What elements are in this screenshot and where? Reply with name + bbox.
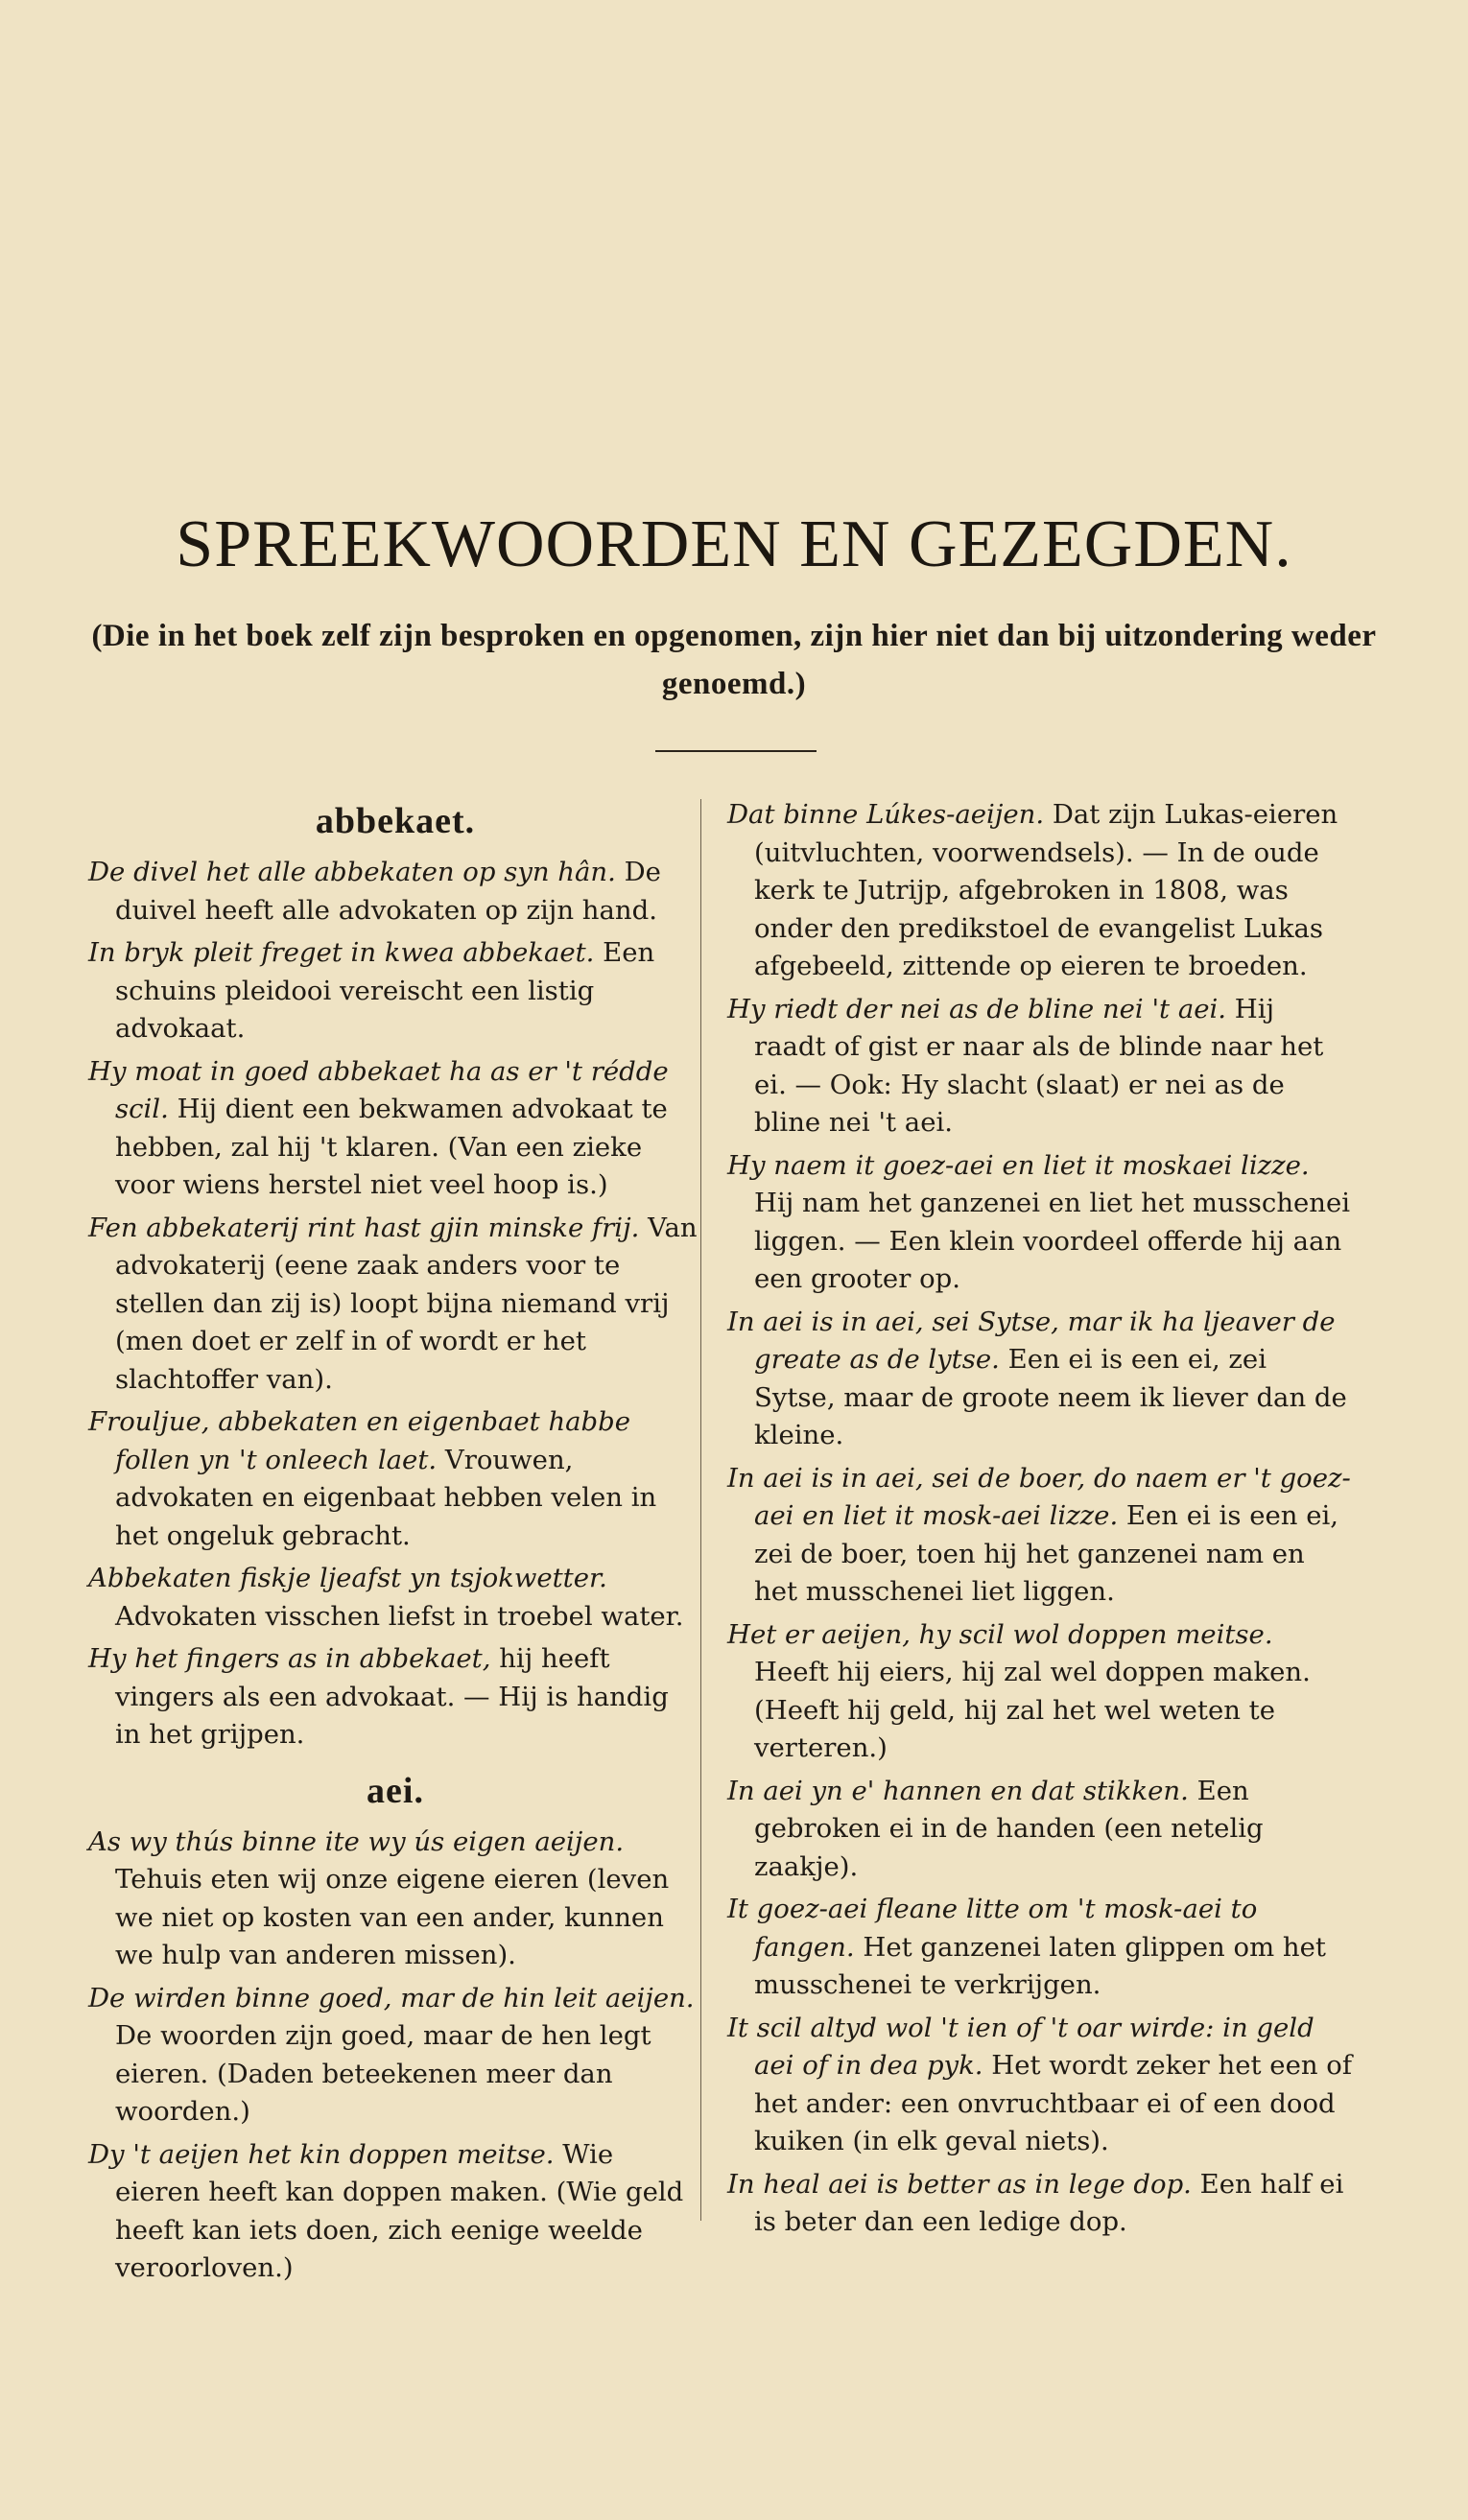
section-heading-aei: aei. [367, 1770, 424, 1811]
right-column [727, 796, 1353, 2247]
proverb-entry [727, 991, 1353, 1142]
frisian-proverb: Hy riedt der nei as de bline nei 't aei. [727, 993, 1227, 1024]
proverb-entry [88, 1210, 702, 1400]
dutch-translation: Tehuis eten wij onze eigene eieren (leven we niet op kosten van een ander, kunnen we hulp van anderen missen). [115, 1864, 670, 1970]
proverb-entry [727, 1147, 1353, 1299]
dutch-translation: De woorden zijn goed, maar de hen legt eieren. (Daden beteekenen meer dan woorden.) [115, 2020, 651, 2127]
dutch-translation: Vrouwen, advokaten en eigenbaat hebben velen in het ongeluk gebracht. [115, 1444, 657, 1551]
entries-abbekaet [88, 854, 702, 1755]
frisian-proverb: Hy moat in goed abbekaet ha as er 't rédde scil. [88, 1055, 669, 1124]
dutch-translation: Een half ei is beter dan een ledige dop. [754, 2168, 1344, 2237]
proverb-entry [88, 934, 702, 1048]
proverb-entry [727, 1616, 1353, 1768]
proverb-entry [88, 1640, 702, 1755]
dutch-translation: Hij dient een bekwamen advokaat te hebben, zal hij 't klaren. (Van een zieke voor wiens herstel niet veel hoop is.) [115, 1094, 668, 1200]
proverb-entry [727, 1460, 1353, 1612]
proverb-entry [88, 1980, 702, 2131]
dutch-translation: Wie eieren heeft kan doppen maken. (Wie geld heeft kan iets doen, zich eenige weelde veroorloven.) [115, 2138, 684, 2283]
dutch-translation: Het wordt zeker het een of het ander: een onvruchtbaar ei of een dood kuiken (in elk geval niets). [754, 2050, 1353, 2156]
dutch-translation: Een ei is een ei, zei de boer, toen hij het ganzenei nam en het musschenei liet liggen. [754, 1500, 1339, 1607]
proverb-entry [727, 2010, 1353, 2161]
proverb-entry [727, 1773, 1353, 1887]
frisian-proverb: Hy het fingers as in abbekaet, [88, 1643, 491, 1674]
frisian-proverb: In aei is in aei, sei de boer, do naem er 't goez-aei en liet it mosk-aei lizze. [727, 1462, 1351, 1531]
dutch-translation: Heeft hij eiers, hij zal wel doppen maken. (Heeft hij geld, hij zal het wel weten te verteren.) [754, 1657, 1311, 1763]
frisian-proverb: Dat binne Lúkes-aeijen. [727, 799, 1045, 830]
page-title: SPREEKWOORDEN EN GEZEGDEN. [176, 507, 1292, 581]
entries-aei-right [727, 796, 1353, 2242]
proverb-entry [727, 1891, 1353, 2005]
column-divider [700, 799, 701, 2221]
proverb-entry [88, 1560, 702, 1636]
frisian-proverb: De divel het alle abbekaten op syn hân. [88, 857, 616, 887]
frisian-proverb: De wirden binne goed, mar de hin leit aeijen. [88, 1982, 695, 2014]
page-subtitle: (Die in het boek zelf zijn besproken en opgenomen, zijn hier niet dan bij uitzondering weder genoemd.) [91, 619, 1377, 701]
proverb-entry [727, 796, 1353, 986]
frisian-proverb: It scil altyd wol 't ien of 't oar wirde: in geld aei of in dea pyk. [727, 2012, 1314, 2081]
dutch-translation: Dat zijn Lukas-eieren (uitvluchten, voorwendsels). — In de oude kerk te Jutrijp, afgebroken in 1808, was onder den predikstoel de evangelist Lukas afgebeeld, zittende op eieren te broeden. [754, 799, 1338, 981]
dutch-translation: De duivel heeft alle advokaten op zijn hand. [115, 857, 661, 926]
frisian-proverb: In heal aei is better as in lege dop. [727, 2168, 1192, 2200]
left-column [88, 796, 702, 2293]
frisian-proverb: In aei yn e' hannen en dat stikken. [727, 1775, 1189, 1806]
dutch-translation: Een schuins pleidooi vereischt een listig advokaat. [115, 937, 655, 1044]
proverb-entry [88, 854, 702, 930]
frisian-proverb: Dy 't aeijen het kin doppen meitse. [88, 2138, 555, 2170]
section-heading-abbekaet: abbekaet. [315, 801, 476, 841]
proverb-entry [727, 1304, 1353, 1455]
frisian-proverb: Abbekaten fiskje ljeafst yn tsjokwetter. [88, 1563, 607, 1593]
title-divider [655, 750, 817, 752]
frisian-proverb: Frouljue, abbekaten en eigenbaet habbe follen yn 't onleech laet. [88, 1406, 631, 1475]
frisian-proverb: In aei is in aei, sei Sytse, mar ik ha ljeaver de greate as de lytse. [727, 1306, 1336, 1375]
entries-aei-left [88, 1824, 702, 2288]
proverb-entry [88, 2136, 702, 2288]
dutch-translation: Hij raadt of gist er naar als de blinde naar het ei. — Ook: Hy slacht (slaat) er nei as de bline nei 't aei. [754, 993, 1324, 1138]
dutch-translation: Het ganzenei laten glippen om het musschenei te verkrijgen. [754, 1931, 1326, 2000]
proverb-entry [88, 1053, 702, 1205]
proverb-entry [88, 1824, 702, 1975]
frisian-proverb: As wy thús binne ite wy ús eigen aeijen. [88, 1825, 625, 1857]
frisian-proverb: Fen abbekaterij rint hast gjin minske frij. [88, 1212, 640, 1243]
proverb-entry [727, 2166, 1353, 2242]
frisian-proverb: Hy naem it goez-aei en liet it moskaei lizze. [727, 1149, 1310, 1181]
dutch-translation: hij heeft vingers als een advokaat. — Hij is handig in het grijpen. [115, 1643, 669, 1750]
frisian-proverb: In bryk pleit freget in kwea abbekaet. [88, 937, 595, 968]
dutch-translation: Een ei is een ei, zei Sytse, maar de groote neem ik liever dan de kleine. [754, 1344, 1347, 1450]
dutch-translation: Hij nam het ganzenei en liet het musschenei liggen. — Een klein voordeel offerde hij aan een grooter op. [754, 1188, 1351, 1294]
dutch-translation: Een gebroken ei in de handen (een netelig zaakje). [754, 1775, 1264, 1882]
frisian-proverb: It goez-aei fleane litte om 't mosk-aei to fangen. [727, 1894, 1258, 1963]
dutch-translation: Advokaten visschen liefst in troebel water. [115, 1600, 684, 1632]
proverb-entry [88, 1403, 702, 1555]
frisian-proverb: Het er aeijen, hy scil wol doppen meitse. [727, 1618, 1273, 1650]
dutch-translation: Van advokaterij (eene zaak anders voor te stellen dan zij is) loopt bijna niemand vrij (men doet er zelf in of wordt er het slachtoffer van). [115, 1212, 698, 1395]
